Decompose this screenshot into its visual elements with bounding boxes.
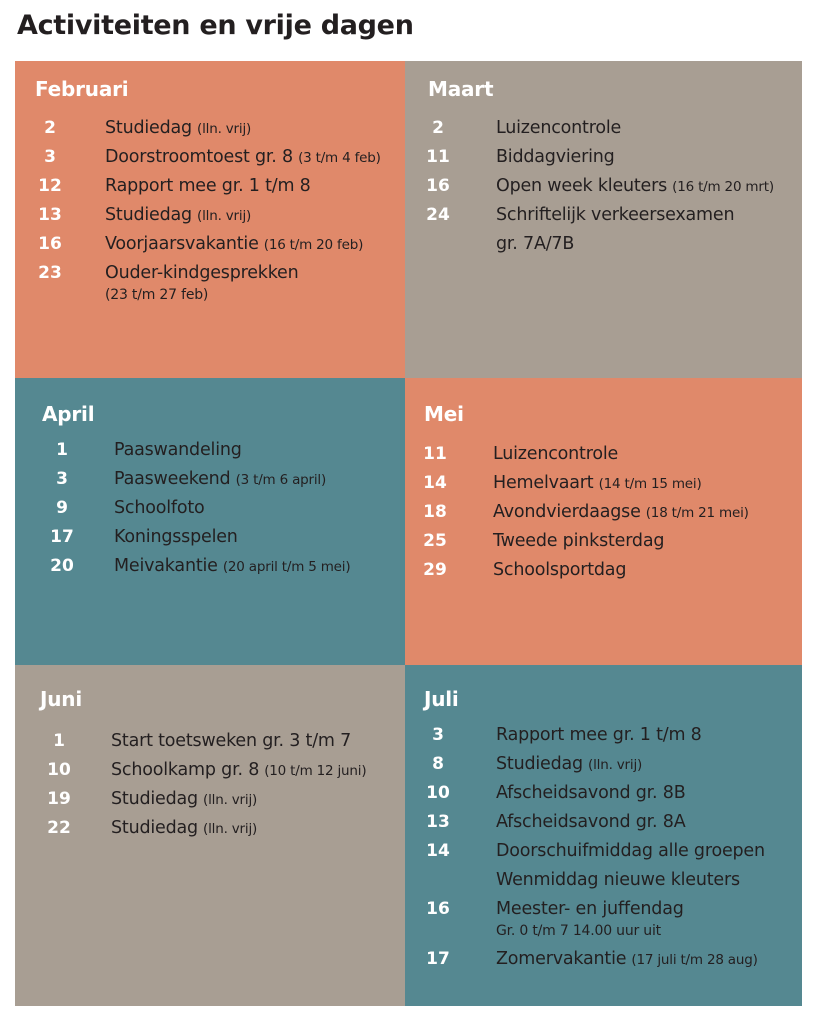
event-day: 22: [47, 818, 71, 838]
event-text: Rapport mee gr. 1 t/m 8: [496, 725, 702, 745]
month-title: Juni: [40, 687, 82, 711]
event-day: 13: [38, 205, 62, 225]
event-item: [42, 785, 405, 814]
event-item: [421, 945, 802, 974]
event-day: 24: [426, 205, 450, 225]
event-text: Tweede pinksterdag: [493, 531, 665, 551]
event-text: Voorjaarsvakantie: [105, 234, 259, 254]
event-item: [418, 440, 802, 469]
event-item: [33, 143, 405, 172]
event-item: [421, 114, 802, 143]
event-text: Studiedag: [105, 205, 192, 225]
event-list: [421, 721, 802, 974]
event-note: (lln. vrij): [197, 208, 252, 224]
event-text: Start toetsweken gr. 3 t/m 7: [111, 731, 352, 751]
event-subnote: (23 t/m 27 feb): [105, 287, 209, 303]
event-day: 11: [426, 147, 450, 167]
event-text: Hemelvaart: [493, 473, 594, 493]
event-day: 17: [426, 949, 450, 969]
month-title: April: [42, 402, 95, 426]
calendar-grid: [15, 61, 802, 1006]
event-day: 10: [47, 760, 71, 780]
event-note: (16 t/m 20 feb): [263, 237, 364, 253]
event-day: 10: [426, 783, 450, 803]
event-text-continued: Wenmiddag nieuwe kleuters: [496, 870, 740, 890]
event-text: Doorschuifmiddag alle groepen: [496, 841, 765, 861]
event-day: 14: [423, 473, 447, 493]
event-text: Studiedag: [111, 789, 198, 809]
event-item: [421, 808, 802, 837]
month-title: Februari: [35, 77, 129, 101]
event-text: Zomervakantie: [496, 949, 627, 969]
event-day: 13: [426, 812, 450, 832]
event-text: Schoolkamp gr. 8: [111, 760, 260, 780]
event-day: 20: [50, 556, 74, 576]
event-item: [33, 114, 405, 143]
event-text: Luizencontrole: [493, 444, 619, 464]
event-text: Studiedag: [496, 754, 583, 774]
event-text: Open week kleuters: [496, 176, 668, 196]
event-item: [45, 494, 405, 523]
event-day: 16: [38, 234, 62, 254]
event-item: [418, 556, 802, 585]
event-day: 23: [38, 263, 62, 283]
event-subnote: Gr. 0 t/m 7 14.00 uur uit: [496, 923, 661, 939]
event-note: (3 t/m 4 feb): [298, 150, 381, 166]
event-day: 19: [47, 789, 71, 809]
month-panel-mei: [405, 378, 802, 665]
event-note: (lln. vrij): [203, 821, 258, 837]
event-day: 8: [432, 754, 444, 774]
event-day: 1: [56, 440, 68, 460]
event-text: Schoolsportdag: [493, 560, 627, 580]
event-day: 2: [44, 118, 56, 138]
event-item: [33, 201, 405, 230]
event-item: [45, 552, 405, 581]
event-text: Avondvierdaagse: [493, 502, 641, 522]
event-item: [45, 523, 405, 552]
event-text: Studiedag: [111, 818, 198, 838]
event-item: [45, 465, 405, 494]
event-item: [421, 895, 802, 941]
event-text: Schriftelijk verkeersexamen: [496, 205, 735, 225]
event-text: Ouder-kindgesprekken: [105, 263, 299, 283]
event-day: 16: [426, 176, 450, 196]
event-text: Paaswandeling: [114, 440, 242, 460]
event-note: (17 juli t/m 28 aug): [631, 952, 758, 968]
event-day: 9: [56, 498, 68, 518]
event-item: [42, 814, 405, 843]
event-note: (lln. vrij): [203, 792, 258, 808]
event-day: 3: [432, 725, 444, 745]
event-text: Schoolfoto: [114, 498, 205, 518]
event-list: [42, 727, 405, 843]
month-title: Mei: [424, 402, 464, 426]
event-text: Paasweekend: [114, 469, 231, 489]
page-title: Activiteiten en vrije dagen: [17, 10, 414, 41]
month-panel-april: [15, 378, 405, 665]
event-item: [421, 779, 802, 808]
month-title: Maart: [428, 77, 494, 101]
event-day: 3: [56, 469, 68, 489]
event-text: Meester- en juffendag: [496, 899, 684, 919]
event-day: 2: [432, 118, 444, 138]
event-note: (18 t/m 21 mei): [645, 505, 749, 521]
event-item: [33, 172, 405, 201]
event-day: 14: [426, 841, 450, 861]
event-item: [421, 721, 802, 750]
event-list: [418, 440, 802, 585]
event-item: [421, 143, 802, 172]
event-day: 3: [44, 147, 56, 167]
event-item: [45, 436, 405, 465]
month-panel-februari: [15, 61, 405, 378]
event-item: [418, 469, 802, 498]
event-text: Biddagviering: [496, 147, 615, 167]
event-text: Meivakantie: [114, 556, 218, 576]
event-item: [421, 750, 802, 779]
event-list: [33, 114, 405, 305]
event-note: (16 t/m 20 mrt): [672, 179, 774, 195]
event-item: [421, 172, 802, 201]
event-text: Afscheidsavond gr. 8B: [496, 783, 686, 803]
event-note: (lln. vrij): [588, 757, 643, 773]
event-day: 11: [423, 444, 447, 464]
event-day: 12: [38, 176, 62, 196]
month-panel-juni: [15, 665, 405, 1006]
event-item: [42, 756, 405, 785]
event-text: Doorstroomtoest gr. 8: [105, 147, 293, 167]
event-note: (lln. vrij): [197, 121, 252, 137]
month-title: Juli: [424, 687, 459, 711]
event-list: [421, 114, 802, 259]
event-day: 16: [426, 899, 450, 919]
event-item: [42, 727, 405, 756]
event-item: [418, 527, 802, 556]
event-day: 1: [53, 731, 65, 751]
event-list: [45, 436, 405, 581]
event-note: (14 t/m 15 mei): [598, 476, 702, 492]
month-panel-juli: [405, 665, 802, 1006]
event-note: (10 t/m 12 juni): [264, 763, 367, 779]
event-item: [421, 837, 802, 895]
event-text: Koningsspelen: [114, 527, 238, 547]
event-text: Luizencontrole: [496, 118, 622, 138]
event-note: (20 april t/m 5 mei): [222, 559, 351, 575]
event-note: (3 t/m 6 april): [235, 472, 327, 488]
month-panel-maart: [405, 61, 802, 378]
event-day: 17: [50, 527, 74, 547]
event-day: 29: [423, 560, 447, 580]
event-item: [33, 259, 405, 305]
event-item: [421, 201, 802, 259]
event-text: Afscheidsavond gr. 8A: [496, 812, 686, 832]
event-text-continued: gr. 7A/7B: [496, 234, 575, 254]
event-item: [418, 498, 802, 527]
event-day: 25: [423, 531, 447, 551]
event-day: 18: [423, 502, 447, 522]
event-text: Studiedag: [105, 118, 192, 138]
event-item: [33, 230, 405, 259]
event-text: Rapport mee gr. 1 t/m 8: [105, 176, 311, 196]
